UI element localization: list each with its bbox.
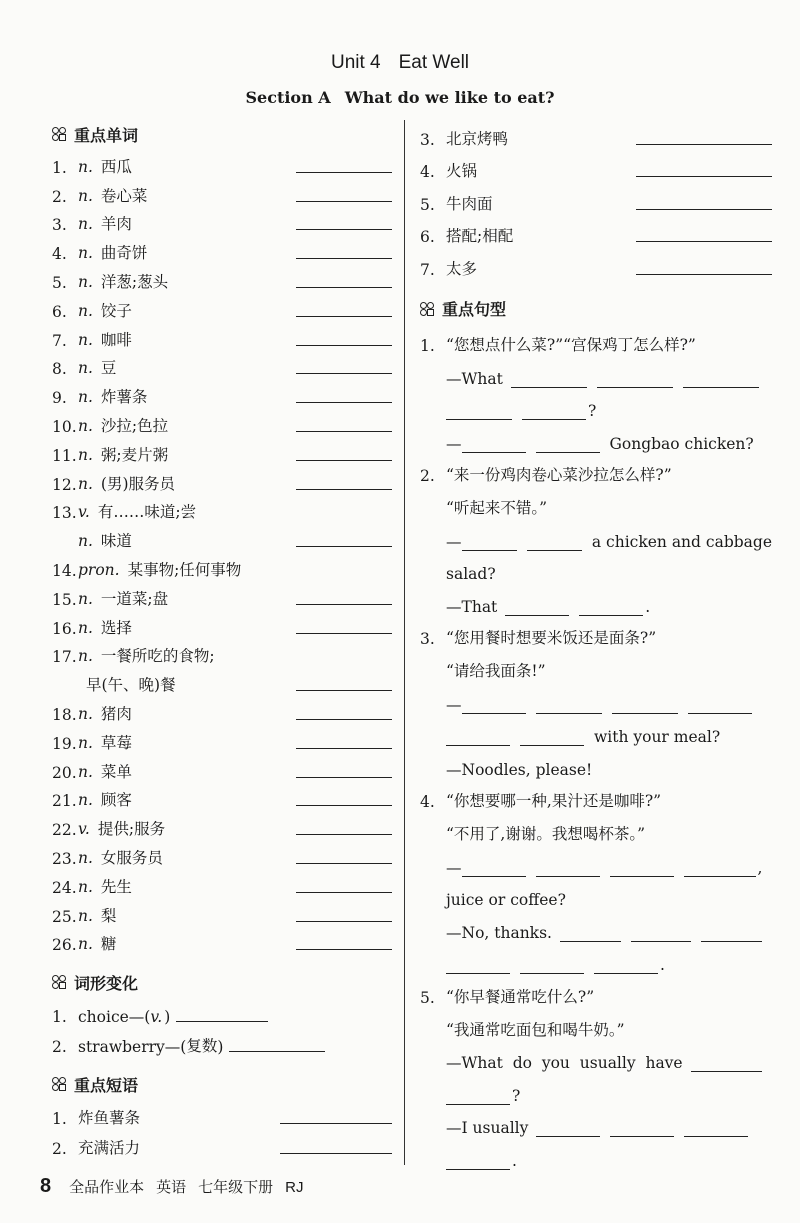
vocab-heading: 重点单词 bbox=[52, 120, 392, 148]
answer-blank[interactable] bbox=[296, 211, 392, 230]
vocab-item: 9. n. 炸薯条 bbox=[52, 378, 392, 407]
answer-blank[interactable] bbox=[683, 370, 759, 388]
answer-blank[interactable] bbox=[296, 269, 392, 288]
book-name: 全品作业本 bbox=[69, 1179, 145, 1196]
vocab-item: 16. n. 选择 bbox=[52, 609, 392, 638]
answer-blank[interactable] bbox=[296, 816, 392, 835]
answer-blank[interactable] bbox=[296, 384, 392, 403]
answer-blank[interactable] bbox=[579, 598, 643, 616]
section-bullet-icon bbox=[420, 302, 434, 316]
phrase-list-continued bbox=[420, 116, 772, 279]
vocab-item: n. 味道 bbox=[52, 522, 392, 551]
answer-blank[interactable] bbox=[296, 701, 392, 720]
phrases-heading: 重点短语 bbox=[52, 1070, 392, 1098]
answer-blank[interactable] bbox=[597, 370, 673, 388]
section-bullet-icon bbox=[52, 1077, 66, 1091]
answer-blank[interactable] bbox=[296, 730, 392, 749]
answer-blank[interactable] bbox=[636, 223, 772, 242]
unit-name: Eat Well bbox=[398, 52, 470, 73]
answer-blank[interactable] bbox=[296, 298, 392, 317]
answer-blank[interactable] bbox=[296, 240, 392, 259]
answer-blank[interactable] bbox=[462, 696, 526, 714]
answer-blank[interactable] bbox=[296, 528, 392, 547]
vocab-item: 20. n. 菜单 bbox=[52, 753, 392, 782]
answer-blank[interactable] bbox=[296, 903, 392, 922]
phrase-item: 1. 炸鱼薯条 bbox=[52, 1098, 392, 1128]
vocab-item: 19. n. 草莓 bbox=[52, 724, 392, 753]
answer-blank[interactable] bbox=[688, 696, 752, 714]
phrase-item: 5. 牛肉面 bbox=[420, 181, 772, 214]
answer-blank[interactable] bbox=[296, 759, 392, 778]
answer-blank[interactable] bbox=[296, 442, 392, 461]
vocab-item: 23. n. 女服务员 bbox=[52, 839, 392, 868]
answer-blank[interactable] bbox=[229, 1033, 325, 1052]
answer-blank[interactable] bbox=[511, 370, 587, 388]
sentence-item-2: 2. “来一份鸡肉卷心菜沙拉怎么样?” “听起来不错。” — a chicken and cabbage salad? —That . bbox=[420, 466, 772, 616]
sentences-heading: 重点句型 bbox=[420, 295, 772, 323]
vocab-item: 25. n. 梨 bbox=[52, 897, 392, 926]
unit-number: Unit 4 bbox=[330, 52, 381, 73]
vocab-item: 24. n. 先生 bbox=[52, 868, 392, 897]
vocab-item: 14. pron. 某事物;任何事物 bbox=[52, 560, 242, 580]
answer-blank[interactable] bbox=[536, 435, 600, 453]
sentence-item-3: 3. “您用餐时想要米饭还是面条?” “请给我面条!” — with your meal? —Noodles, please! bbox=[420, 616, 772, 779]
answer-blank[interactable] bbox=[505, 598, 569, 616]
vocab-item: 8. n. 豆 bbox=[52, 350, 392, 379]
answer-blank[interactable] bbox=[296, 355, 392, 374]
sentence-item-5: 5. “你早餐通常吃什么?” “我通常吃面包和喝牛奶。” —What do you usually have ? —I usually . bbox=[420, 974, 772, 1170]
section-name: What do we like to eat? bbox=[344, 88, 555, 107]
answer-blank[interactable] bbox=[280, 1105, 392, 1124]
section-label: Section A bbox=[245, 88, 331, 107]
edition: RJ bbox=[285, 1179, 304, 1196]
answer-blank[interactable] bbox=[522, 402, 586, 420]
answer-blank[interactable] bbox=[462, 859, 526, 877]
answer-blank[interactable] bbox=[536, 859, 600, 877]
sentence-item-4: 4. “你想要哪一种,果汁还是咖啡?” “不用了,谢谢。我想喝杯茶。” — , juice or coffee? —No, thanks. . bbox=[420, 792, 763, 975]
answer-blank[interactable] bbox=[446, 1087, 510, 1105]
vocab-item: 11. n. 粥;麦片粥 bbox=[52, 436, 392, 465]
vocab-item: 17. n. 一餐所吃的食物; bbox=[52, 647, 215, 667]
word-forms-heading: 词形变化 bbox=[52, 968, 392, 996]
section-bullet-icon bbox=[52, 127, 66, 141]
answer-blank[interactable] bbox=[610, 1119, 674, 1137]
answer-blank[interactable] bbox=[520, 728, 584, 746]
phrase-item: 6. 搭配;相配 bbox=[420, 214, 772, 247]
answer-blank[interactable] bbox=[462, 533, 517, 551]
vocab-item: 13. v. 有……味道;尝 bbox=[52, 503, 197, 523]
vocab-item: 12. n. (男)服务员 bbox=[52, 465, 392, 494]
subject: 英语 bbox=[156, 1179, 187, 1196]
left-column bbox=[52, 120, 392, 1158]
answer-blank[interactable] bbox=[446, 956, 510, 974]
answer-blank[interactable] bbox=[520, 956, 584, 974]
answer-blank[interactable] bbox=[684, 859, 756, 877]
answer-blank[interactable] bbox=[280, 1135, 392, 1154]
answer-blank[interactable] bbox=[631, 924, 692, 942]
answer-blank[interactable] bbox=[176, 1003, 268, 1022]
answer-blank[interactable] bbox=[684, 1119, 748, 1137]
phrase-item: 4. 火锅 bbox=[420, 149, 772, 182]
vocab-item: 4. n. 曲奇饼 bbox=[52, 234, 392, 263]
vocab-item: 3. n. 羊肉 bbox=[52, 206, 392, 235]
answer-blank[interactable] bbox=[296, 154, 392, 173]
vocab-item: 22. v. 提供;服务 bbox=[52, 810, 392, 839]
answer-blank[interactable] bbox=[560, 924, 621, 942]
sentence-item-1: 1. “您想点什么菜?”“宫保鸡丁怎么样?” —What ? — Gongbao chicken? bbox=[420, 323, 772, 453]
vocab-item: 6. n. 饺子 bbox=[52, 292, 392, 321]
section-title bbox=[0, 88, 800, 107]
page-footer bbox=[40, 1175, 316, 1198]
answer-blank[interactable] bbox=[636, 191, 772, 210]
answer-blank[interactable] bbox=[462, 435, 526, 453]
vocab-item: 1. n. 西瓜 bbox=[52, 148, 392, 177]
answer-blank[interactable] bbox=[636, 158, 772, 177]
answer-blank[interactable] bbox=[296, 413, 392, 432]
answer-blank[interactable] bbox=[296, 672, 392, 691]
answer-blank[interactable] bbox=[446, 1152, 510, 1170]
answer-blank[interactable] bbox=[636, 126, 772, 145]
phrase-item: 2. 充满活力 bbox=[52, 1128, 392, 1158]
vocab-item: 7. n. 咖啡 bbox=[52, 321, 392, 350]
answer-blank[interactable] bbox=[691, 1054, 762, 1072]
answer-blank[interactable] bbox=[296, 931, 392, 950]
answer-blank[interactable] bbox=[296, 615, 392, 634]
vocab-item: 5. n. 洋葱;葱头 bbox=[52, 263, 392, 292]
page-number: 8 bbox=[40, 1175, 52, 1197]
answer-blank[interactable] bbox=[527, 533, 582, 551]
section-bullet-icon bbox=[52, 975, 66, 989]
vocab-item: 18. n. 猪肉 bbox=[52, 695, 392, 724]
vocab-item: 2. n. 卷心菜 bbox=[52, 177, 392, 206]
answer-blank[interactable] bbox=[446, 402, 512, 420]
answer-blank[interactable] bbox=[701, 924, 762, 942]
answer-blank[interactable] bbox=[296, 787, 392, 806]
answer-blank[interactable] bbox=[296, 845, 392, 864]
grade: 七年级下册 bbox=[198, 1179, 274, 1196]
word-form-item: 2. strawberry—( 复数 ) bbox=[52, 1026, 392, 1056]
answer-blank[interactable] bbox=[636, 256, 772, 275]
unit-title bbox=[0, 52, 800, 74]
word-form-item: 1. choice—( v. ) bbox=[52, 996, 392, 1026]
vocab-item: 15. n. 一道菜;盘 bbox=[52, 580, 392, 609]
answer-blank[interactable] bbox=[594, 956, 658, 974]
answer-blank[interactable] bbox=[612, 696, 678, 714]
phrase-item: 3. 北京烤鸭 bbox=[420, 116, 772, 149]
vocab-item: 10. n. 沙拉;色拉 bbox=[52, 407, 392, 436]
answer-blank[interactable] bbox=[536, 696, 602, 714]
answer-blank[interactable] bbox=[446, 728, 510, 746]
answer-blank[interactable] bbox=[296, 471, 392, 490]
answer-blank[interactable] bbox=[536, 1119, 600, 1137]
answer-blank[interactable] bbox=[296, 327, 392, 346]
answer-blank[interactable] bbox=[610, 859, 674, 877]
column-divider bbox=[404, 120, 405, 1165]
vocab-item: 26. n. 糖 bbox=[52, 926, 392, 955]
vocab-item: 21. n. 顾客 bbox=[52, 782, 392, 811]
answer-blank[interactable] bbox=[296, 183, 392, 202]
phrase-item: 7. 太多 bbox=[420, 246, 772, 279]
right-column bbox=[420, 120, 772, 1170]
answer-blank[interactable] bbox=[296, 586, 392, 605]
answer-blank[interactable] bbox=[296, 874, 392, 893]
vocab-list bbox=[52, 148, 392, 954]
vocab-item: 早(午、晚)餐 bbox=[52, 666, 392, 695]
